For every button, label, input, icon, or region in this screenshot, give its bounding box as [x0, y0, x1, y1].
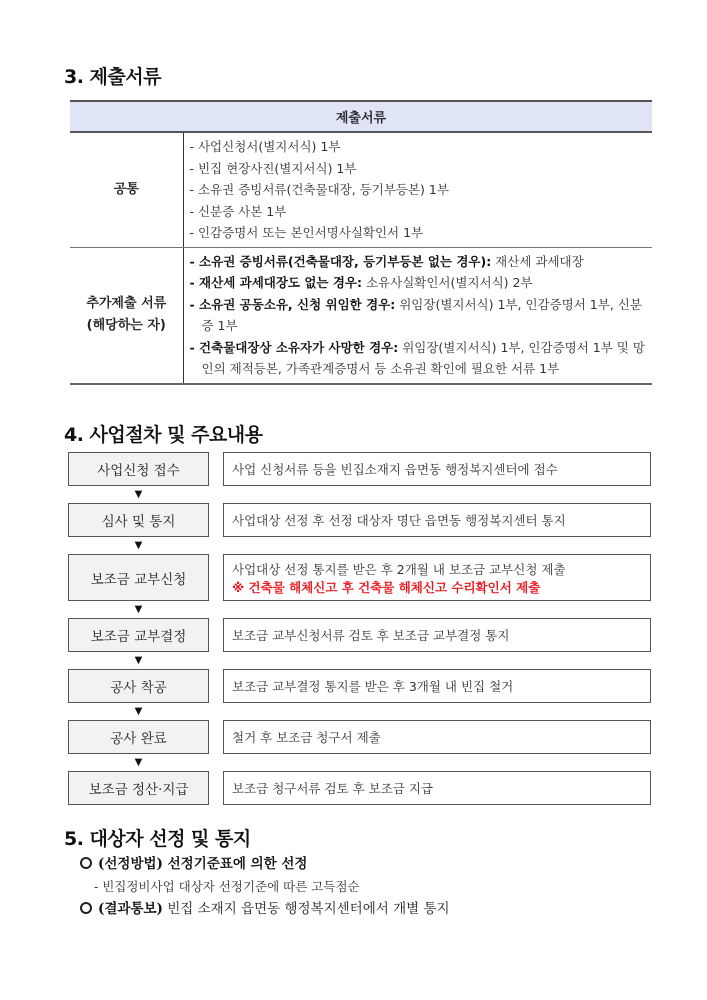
step-label: 사업신청 접수 [68, 452, 209, 486]
section5-heading: 5. 대상자 선정 및 통지 [64, 828, 251, 850]
step-description: 보조금 교부신청서류 검토 후 보조금 교부결정 통지 [223, 618, 651, 652]
flow-step [68, 720, 651, 754]
list-item: - 소유권 증빙서류(건축물대장, 등기부등본) 1부 [189, 182, 449, 197]
list-item: - 소유권 공동소유, 신청 위임한 경우: 위임장(별지서식) 1부, 인감증명서 1부, 신분증 1부 [189, 296, 642, 333]
flow-step [68, 503, 651, 537]
items-common [183, 132, 652, 247]
step-description: 사업대상 선정 통지를 받은 후 2개월 내 보조금 교부신청 제출 ※ 건축물 해체신고 후 건축물 해체신고 수리확인서 제출 [223, 554, 651, 601]
items-additional [183, 247, 652, 384]
arrow-down-icon: ▼ [134, 757, 143, 768]
circle-bullet-icon [80, 857, 92, 869]
arrow-down-icon: ▼ [134, 604, 143, 615]
section3-heading: 3. 제출서류 [64, 66, 161, 88]
step-label: 공사 착공 [68, 669, 209, 703]
flow-step [68, 669, 651, 703]
list-item: - 인감증명서 또는 본인서명사실확인서 1부 [189, 225, 424, 240]
step-note-warning: ※ 건축물 해체신고 후 건축물 해체신고 수리확인서 제출 [232, 579, 541, 595]
list-item: - 재산세 과세대장도 없는 경우: 소유사실확인서(별지서식) 2부 [189, 275, 533, 290]
flow-step [68, 554, 651, 601]
step-description: 보조금 청구서류 검토 후 보조금 지급 [223, 771, 651, 805]
arrow-down-icon: ▼ [134, 540, 143, 551]
list-item: - 사업신청서(별지서식) 1부 [189, 139, 341, 154]
bullet-item: (선정방법) 선정기준표에 의한 선정 [80, 853, 450, 876]
flow-step [68, 452, 651, 486]
step-label: 보조금 정산·지급 [68, 771, 209, 805]
selection-notice [80, 853, 450, 921]
category-additional: 추가제출 서류 (해당하는 자) [70, 247, 183, 384]
list-item: - 신분증 사본 1부 [189, 203, 287, 219]
step-label: 보조금 교부결정 [68, 618, 209, 652]
list-item: - 건축물대장상 소유자가 사망한 경우: 위임장(별지서식) 1부, 인감증명서 1부 및 망인의 제적등본, 가족관계증명서 등 소유권 확인에 필요한 서류 1부 [189, 339, 645, 376]
table-row-additional [70, 247, 652, 384]
step-description: 보조금 교부결정 통지를 받은 후 3개월 내 빈집 철거 [223, 669, 651, 703]
flow-step [68, 618, 651, 652]
process-flow [68, 452, 651, 805]
list-item: - 소유권 증빙서류(건축물대장, 등기부등본 없는 경우): 재산세 과세대장 [189, 253, 584, 269]
section4-heading: 4. 사업절차 및 주요내용 [64, 424, 263, 446]
step-description: 사업 신청서류 등을 빈집소재지 읍면동 행정복지센터에 접수 [223, 452, 651, 486]
step-label: 보조금 교부신청 [68, 554, 209, 601]
step-description: 사업대상 선정 후 선정 대상자 명단 읍면동 행정복지센터 통지 [223, 503, 651, 537]
arrow-down-icon: ▼ [134, 489, 143, 500]
circle-bullet-icon [80, 902, 92, 914]
table-row-common [70, 132, 652, 247]
list-item: - 빈집 현장사진(별지서식) 1부 [189, 160, 357, 176]
step-label: 공사 완료 [68, 720, 209, 754]
table-header: 제출서류 [70, 101, 652, 132]
bullet-item: (결과통보) 빈집 소재지 읍면동 행정복지센터에서 개별 통지 [80, 898, 450, 921]
documents-table [70, 100, 652, 385]
category-common: 공통 [70, 132, 183, 247]
arrow-down-icon: ▼ [134, 706, 143, 717]
step-label: 심사 및 통지 [68, 503, 209, 537]
sub-item: - 빈집정비사업 대상자 선정기준에 따른 고득점순 [94, 879, 360, 894]
arrow-down-icon: ▼ [134, 655, 143, 666]
step-description: 철거 후 보조금 청구서 제출 [223, 720, 651, 754]
flow-step [68, 771, 651, 805]
